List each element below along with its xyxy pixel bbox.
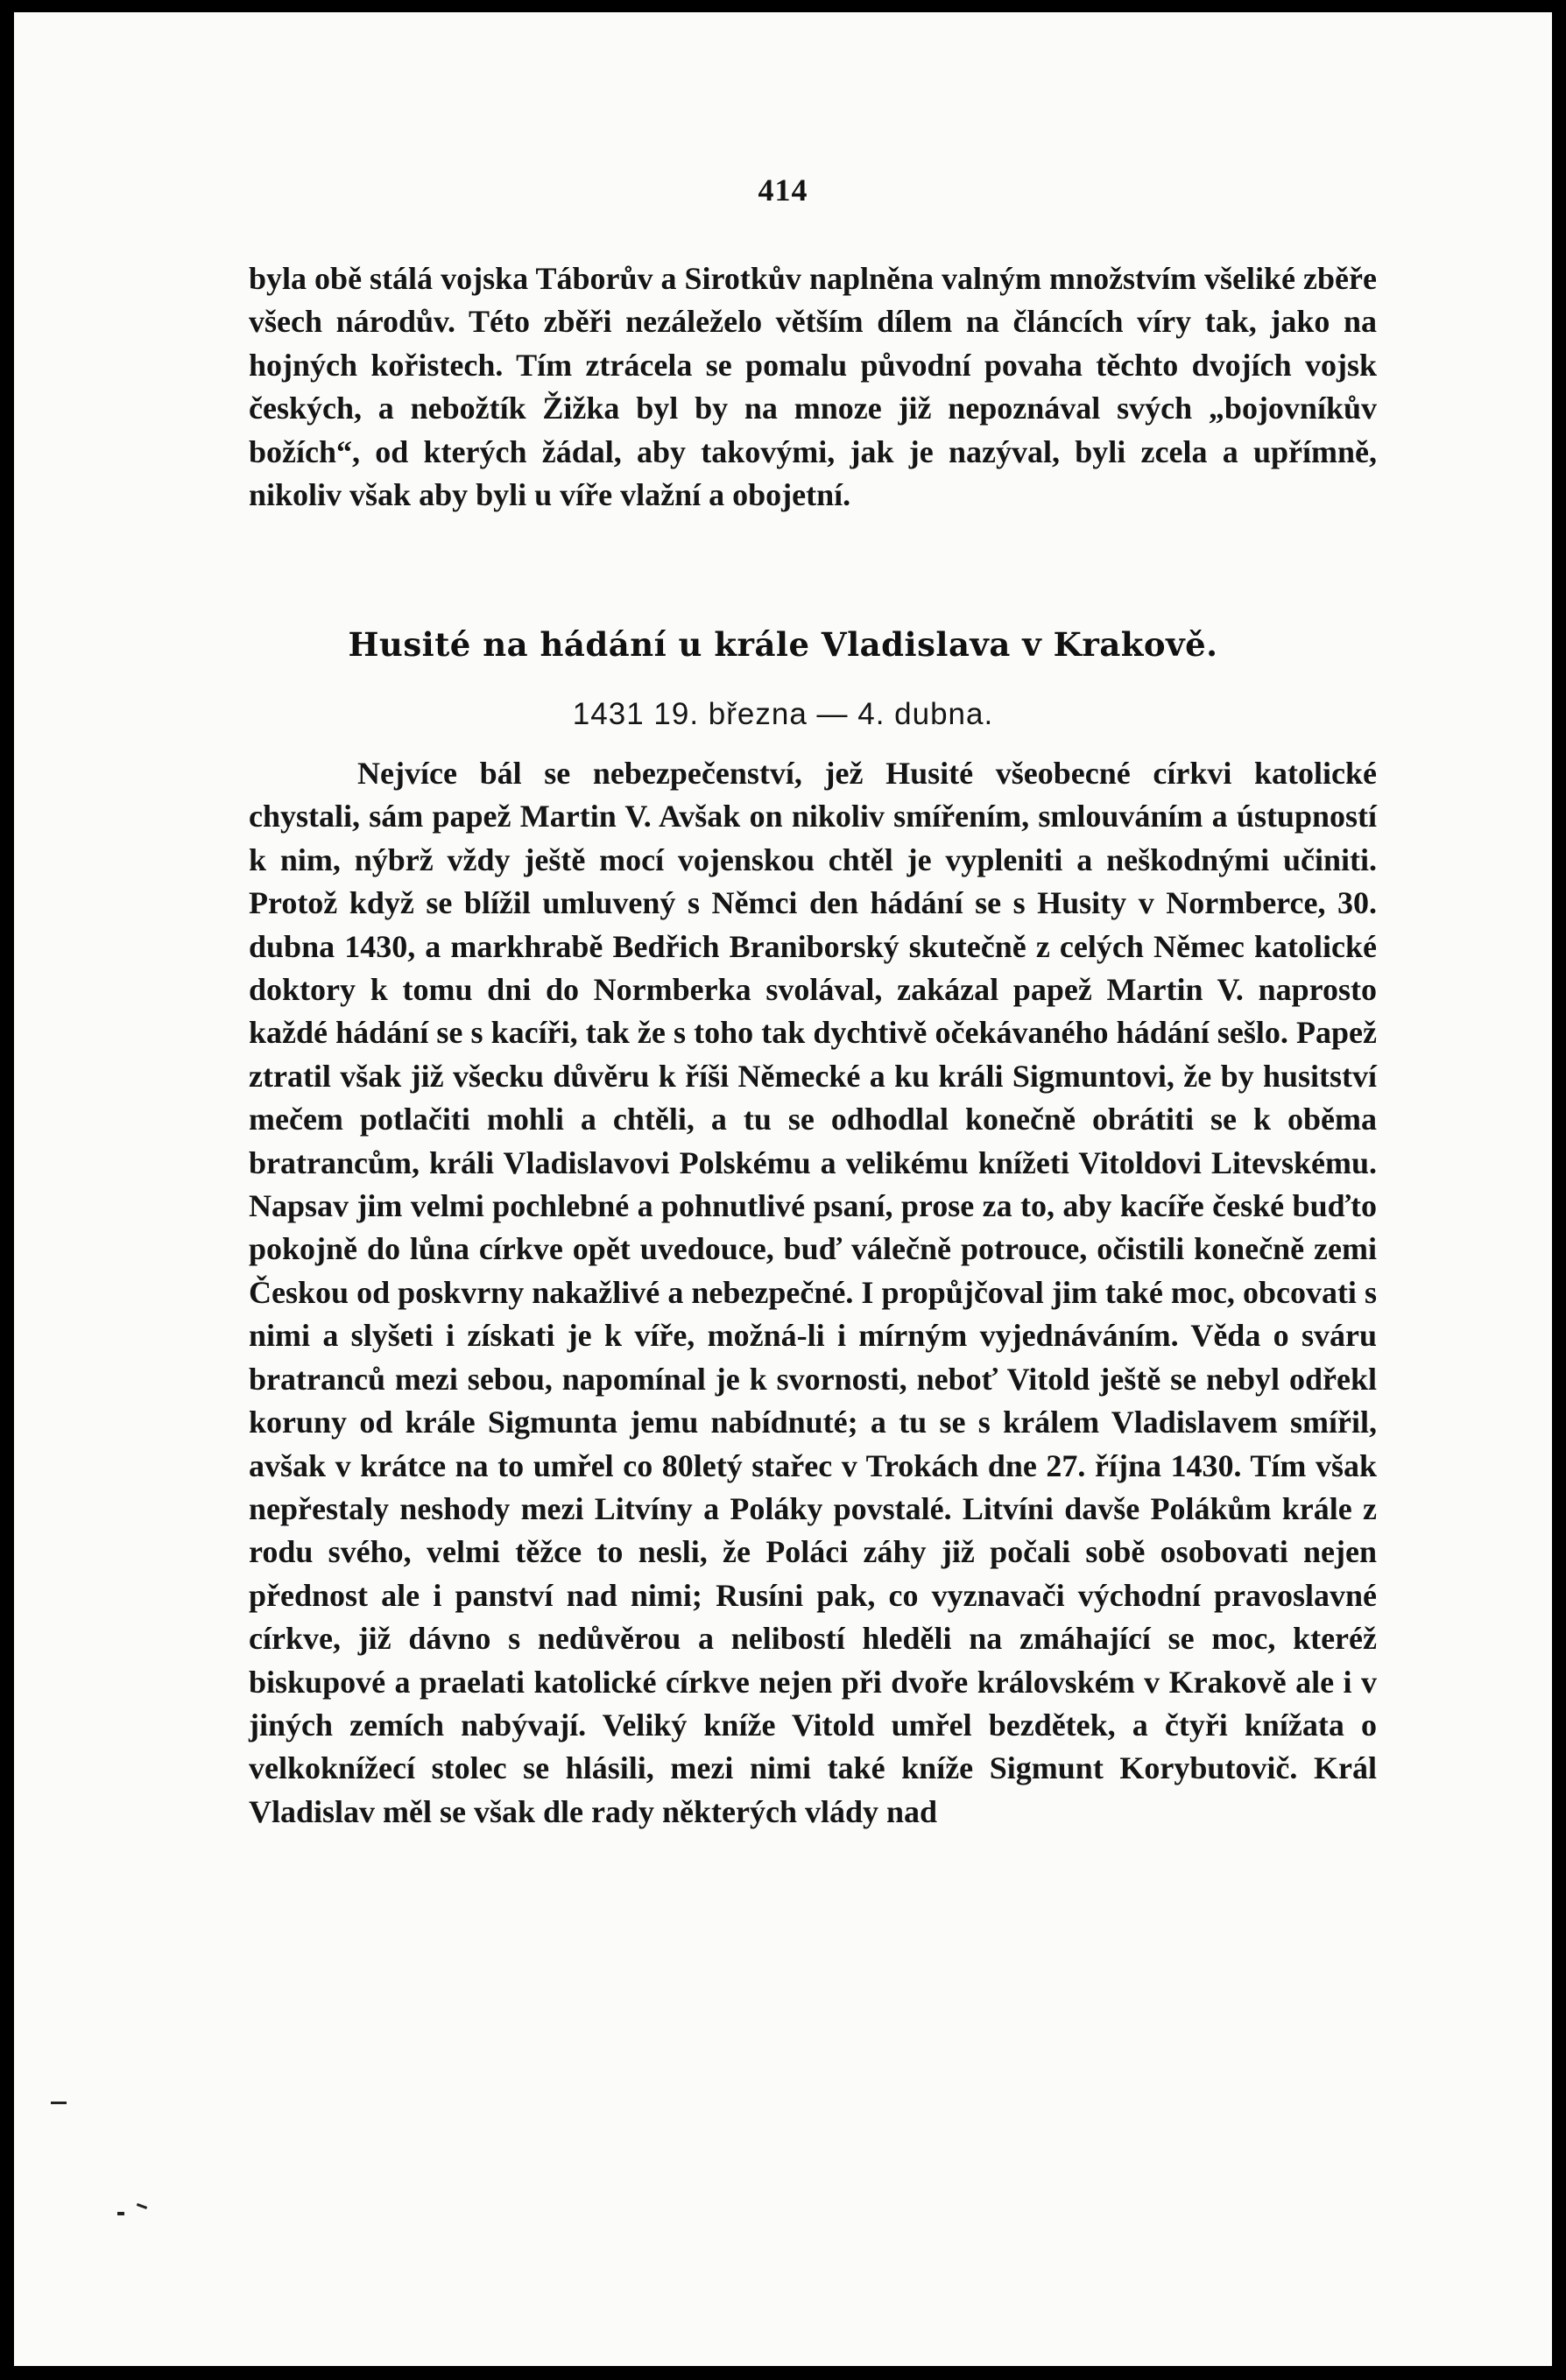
main-paragraph: Nejvíce bál se nebezpečenství, jež Husité všeobecné církvi katolické chystali, sám papež Martin V. Avšak on nikoliv smířením, smlouváním a ústupností k nim, nýbrž vždy ještě mocí vojenskou chtěl je vypleniti a neškodnými učiniti. Protož když se blížil umluvený s Němci den hádání se s Husity v Normberce, 30. dubna 1430, a markhrabě Bedřich Braniborský skutečně z celých Němec katolické doktory k tomu dni do Normberka svolával, zakázal papež Martin V. naprosto každé hádání se s kacíři, tak že s toho tak dychtivě očekávaného hádání sešlo. Papež ztratil však již všecku důvěru k říši Německé a ku králi Sigmuntovi, že by husitství mečem potlačiti mohli a chtěli, a tu se odhodlal konečně obrátiti se k oběma bratrancům, králi Vladislavovi Polskému a velikému knížeti Vitoldovi Litevskému. Napsav jim velmi pochlebné a pohnutlivé psaní, prose za to, aby kacíře české buďto pokojně do lůna církve opět uvedouce, buď válečně potrouce, očistili konečně zemi Českou od poskvrny nakažlivé a nebezpečné. I propůjčoval jim také moc, obcovati s nimi a slyšeti i získati je k víře, možná-li i mírným vyjednáváním. Věda o sváru bratranců mezi sebou, napomínal je k svornosti, neboť Vitold ještě se nebyl odřekl koruny od krále Sigmunta jemu nabídnuté; a tu se s králem Vladislavem smířil, avšak v krátce na to umřel co 80letý stařec v Trokách dne 27. října 1430. Tím však nepřestaly neshody mezi Litvíny a Poláky povstalé. Litvíni davše Polákům krále z rodu svého, velmi těžce to nesli, že Poláci záhy již počali sobě osobovati nejen přednost ale i panství nad nimi; Rusíni pak, co vyznavači východní pravoslavné církve, již dávno s nedůvěrou a nelibostí hleděli na zmáhající se moc, kteréž biskupové a praelati katolické církve nejen při dvoře královském v Krakově ale i v jiných zemích nabývají. Veliký kníže Vitold umřel bezdětek, a čtyři knížata o velkoknížecí stolec se hlásili, mezi nimi také kníže Sigmunt Korybutovič. Král Vladislav měl se však dle rady některých vlády nad <box>249 756 1377 1829</box>
margin-mark <box>117 2212 124 2215</box>
section-heading: Husité na hádání u krále Vladislava v Krakově. <box>348 625 1218 664</box>
book-page <box>14 12 1552 2366</box>
top-paragraph: byla obě stálá vojska Táborův a Sirotkův naplněna valným množstvím všeliké zběře všech národův. Této zběři nezáleželo větším dílem na článcích víry tak, jako na hojných kořistech. Tím ztrácela se pomalu původní povaha těchto dvojích vojsk českých, a nebožtík Žižka byl by na mnoze již nepoznával svých „bojovníkův božích“, od kterých žádal, aby takovými, jak je nazýval, byli zcela a upřímně, nikoliv však aby byli u víře vlažní a obojetní. <box>249 261 1377 513</box>
page-number: 414 <box>758 173 808 208</box>
margin-mark <box>51 2102 67 2104</box>
section-date: 1431 19. března — 4. dubna. <box>572 697 994 731</box>
margin-mark <box>137 2203 147 2209</box>
